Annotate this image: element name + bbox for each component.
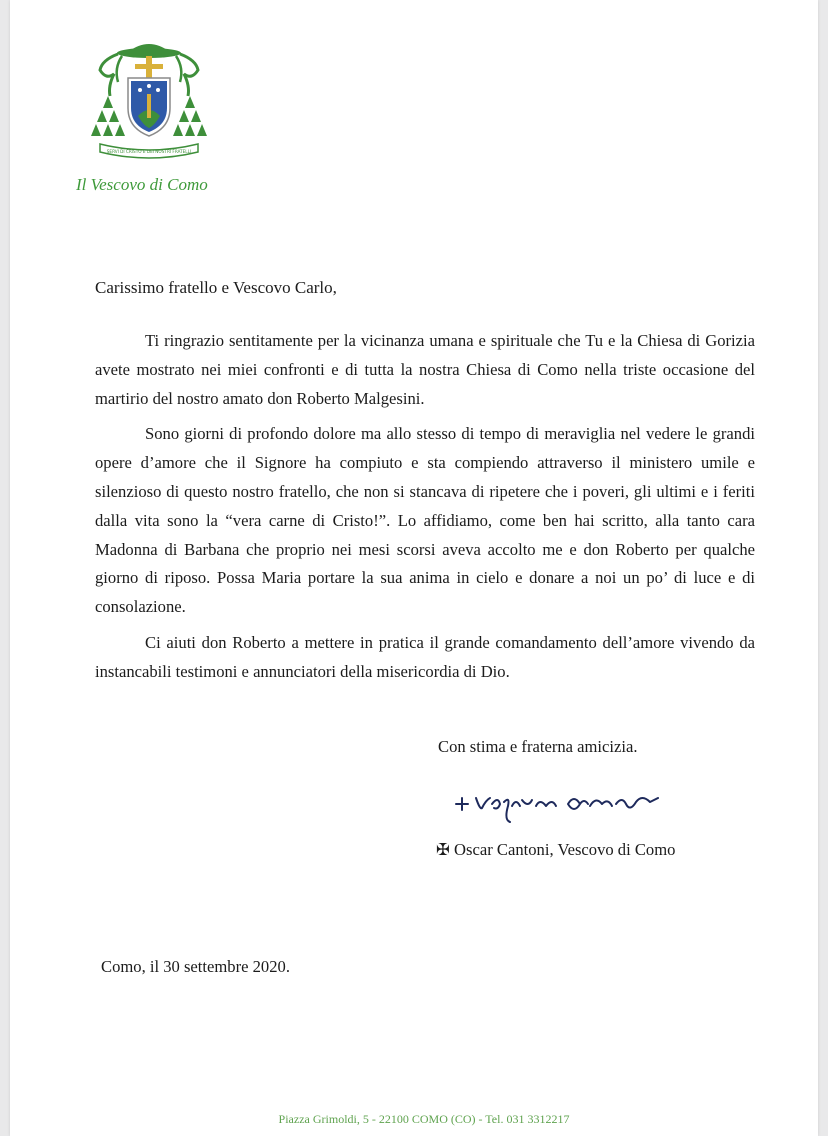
letter-body <box>95 327 755 694</box>
episcopal-coat-of-arms <box>88 34 210 162</box>
place-and-date: Como, il 30 settembre 2020. <box>101 957 290 976</box>
paragraph-thanks: Ti ringrazio sentitamente per la vicinanza umana e spirituale che Tu e la Chiesa di Gorizia avete mostrato nei miei confronti e di tutta la nostra Chiesa di Como nella triste occasione del martirio del nostro amato don Roberto Malgesini. <box>95 331 755 408</box>
crest-motto: SERVI DI CRISTO E DEI NOSTRI FRATELLI <box>106 149 192 154</box>
letter-page <box>10 0 818 1136</box>
paragraph-prayer: Ci aiuti don Roberto a mettere in pratica il grande comandamento dell’amore vivendo da instancabili testimoni e annunciatori della misericordia di Dio. <box>95 632 755 681</box>
signer-name: ✠ Oscar Cantoni, Vescovo di Como <box>436 840 676 859</box>
letterhead-title: Il Vescovo di Como <box>76 175 208 194</box>
closing-line: Con stima e fraterna amicizia. <box>438 737 638 756</box>
footer-address: Piazza Grimoldi, 5 - 22100 COMO (CO) - Tel. 031 3312217 <box>278 1112 570 1126</box>
salutation: Carissimo fratello e Vescovo Carlo, <box>95 278 337 297</box>
handwritten-signature <box>452 784 664 824</box>
paragraph-reflection: Sono giorni di profondo dolore ma allo stesso di tempo di meraviglia nel vedere le grandi opere d’amore che il Signore ha compiuto e sta compiendo attraverso il ministero umile e silenzioso di questo nostro fratello, che non si stancava di ripetere che i poveri, gli ultimi e i feriti dalla vita sono la “vera carne di Cristo!”. Lo affidiamo, come ben hai scritto, alla tanto cara Madonna di Barbana che proprio nei mesi scorsi aveva accolto me e don Roberto per qualche giorno di riposo. Possa Maria portare la sua anima in cielo e donare a noi un po’ di luce e di consolazione. <box>95 424 755 617</box>
